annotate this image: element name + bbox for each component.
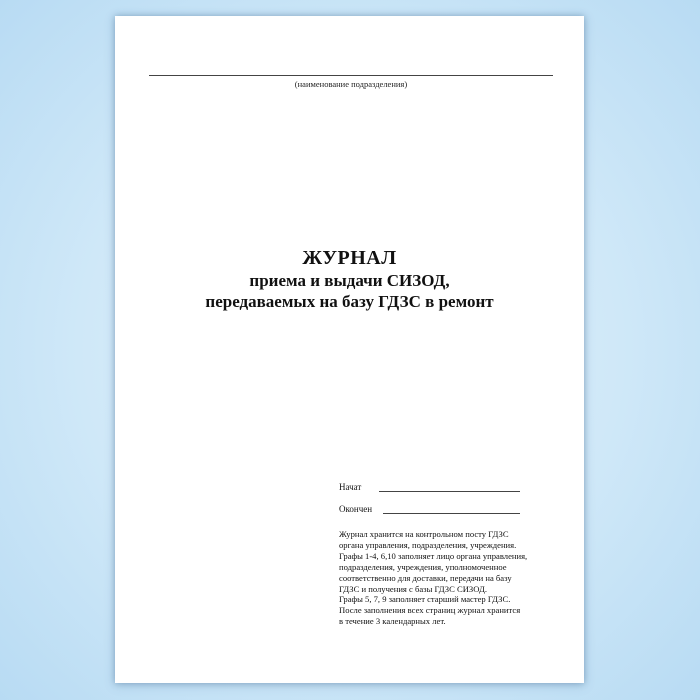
notes-line: Журнал хранится на контрольном посту ГДЗС [339, 529, 509, 539]
notes-line: в течение 3 календарных лет. [339, 616, 446, 627]
notes-line: органа управления, подразделения, учреждения. [339, 539, 517, 550]
finished-label: Окончен [339, 504, 373, 514]
notes-line: Графы 1-4, 6,10 заполняет лицо органа управления, [339, 550, 528, 561]
document-subtitle-line-2: передаваемых на базу ГДЗС в ремонт [205, 292, 494, 311]
started-label: Начат [339, 482, 362, 492]
notes-line: ГДЗС и получения с базы ГДЗС СИЗОД. [339, 583, 487, 594]
started-field [339, 482, 361, 492]
notes-line: соответственно для доставки, передачи на базу [339, 572, 512, 583]
journal-cover-page [115, 16, 584, 683]
notes-line: Графы 5, 7, 9 заполняет старший мастер ГДЗС. [339, 594, 511, 605]
storage-notes [339, 529, 579, 627]
finished-field [339, 504, 372, 514]
finished-blank-line [383, 513, 520, 514]
document-subtitle-line-1: приема и выдачи СИЗОД, [249, 271, 450, 290]
started-blank-line [379, 491, 520, 492]
notes-line: После заполнения всех страниц журнал хранится [339, 605, 521, 616]
document-title: ЖУРНАЛ [302, 247, 397, 269]
notes-line: подразделения, учреждения, уполномоченное [339, 561, 507, 572]
title-block [115, 246, 584, 312]
unit-name-caption: (наименование подразделения) [294, 79, 408, 89]
unit-name-line [149, 75, 553, 76]
